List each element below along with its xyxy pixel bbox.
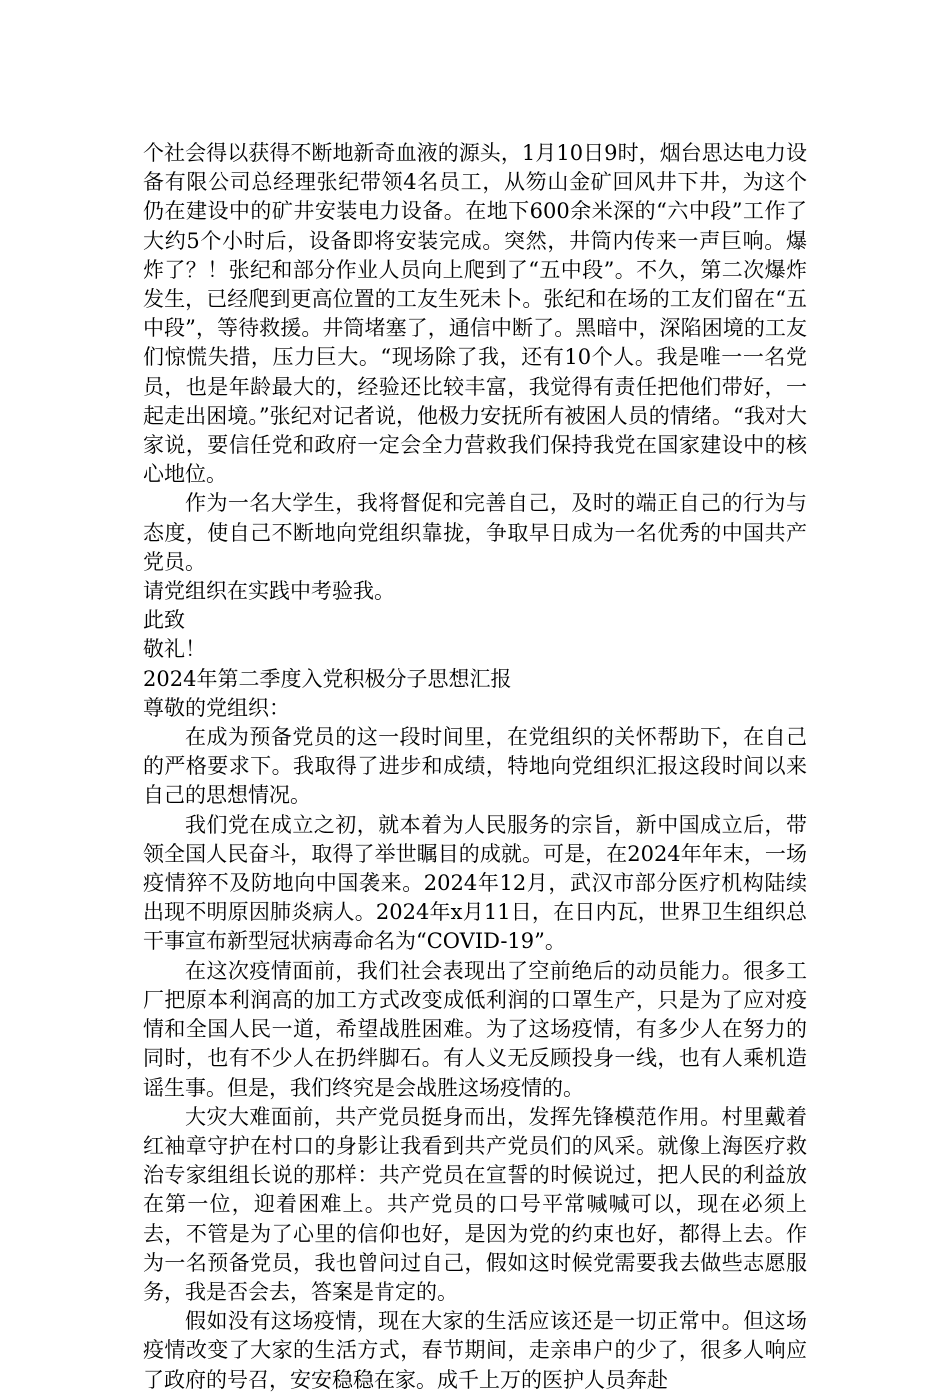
report-title: 2024年第二季度入党积极分子思想汇报 [143, 666, 512, 691]
closing-request-line: 请党组织在实践中考验我。 [143, 579, 395, 604]
body-paragraph: 在这次疫情面前，我们社会表现出了空前绝后的动员能力。很多工厂把原本利润高的加工方式改变成低利润的口罩生产，只是为了应对疫情和全国人民一道，希望战胜困难。为了这场疫情，有多少人在努力的同时，也有不少人在扔绊脚石。有人义无反顾投身一线，也有人乘机造谣生事。但是，我们终究是会战胜这场疫情的。 [143, 958, 807, 1100]
body-paragraph: 作为一名大学生，我将督促和完善自己，及时的端正自己的行为与态度，使自己不断地向党组织靠拢，争取早日成为一名优秀的中国共产党员。 [143, 491, 807, 574]
body-paragraph: 在成为预备党员的这一段时间里，在党组织的关怀帮助下，在自己的严格要求下。我取得了进步和成绩，特地向党组织汇报这段时间以来自己的思想情况。 [143, 725, 807, 808]
salutation-line: 此致 [143, 608, 185, 633]
greeting-line: 尊敬的党组织： [143, 695, 290, 720]
body-paragraph: 假如没有这场疫情，现在大家的生活应该还是一切正常中。但这场疫情改变了大家的生活方式，春节期间，走亲串户的少了，很多人响应了政府的号召，安安稳稳在家。成千上万的医护人员奔赴 [143, 1309, 807, 1392]
salutation-line: 敬礼！ [143, 637, 206, 662]
body-paragraph: 我们党在成立之初，就本着为人民服务的宗旨，新中国成立后，带领全国人民奋斗，取得了举世瞩目的成就。可是，在2024年年末，一场疫情猝不及防地向中国袭来。2024年12月，武汉市部分医疗机构陆续出现不明原因肺炎病人。2024年x月11日，在日内瓦，世界卫生组织总干事宣布新型冠状病毒命名为“COVID-19”。 [143, 812, 807, 954]
body-paragraph: 个社会得以获得不断地新奇血液的源头，1月10日9时，烟台思达电力设备有限公司总经理张纪带领4名员工，从笏山金矿回风井下井，为这个仍在建设中的矿井安装电力设备。在地下600余米深的“六中段”工作了大约5个小时后，设备即将安装完成。突然，井筒内传来一声巨响。爆炸了？！张纪和部分作业人员向上爬到了“五中段”。不久，第二次爆炸发生，已经爬到更高位置的工友生死未卜。张纪和在场的工友们留在“五中段”，等待救援。井筒堵塞了，通信中断了。黑暗中，深陷困境的工友们惊慌失措，压力巨大。“现场除了我，还有10个人。我是唯一一名党员，也是年龄最大的，经验还比较丰富，我觉得有责任把他们带好，一起走出困境。”张纪对记者说，他极力安抚所有被困人员的情绪。“我对大家说，要信任党和政府一定会全力营救我们保持我党在国家建设中的核心地位。 [143, 141, 807, 487]
body-paragraph: 大灾大难面前，共产党员挺身而出，发挥先锋模范作用。村里戴着红袖章守护在村口的身影让我看到共产党员们的风采。就像上海医疗救治专家组组长说的那样：共产党员在宣誓的时候说过，把人民的利益放在第一位，迎着困难上。共产党员的口号平常喊喊可以，现在必须上去，不管是为了心里的信仰也好，是因为党的约束也好，都得上去。作为一名预备党员，我也曾问过自己，假如这时候党需要我去做些志愿服务，我是否会去，答案是肯定的。 [143, 1104, 807, 1304]
document-page [143, 139, 807, 1395]
